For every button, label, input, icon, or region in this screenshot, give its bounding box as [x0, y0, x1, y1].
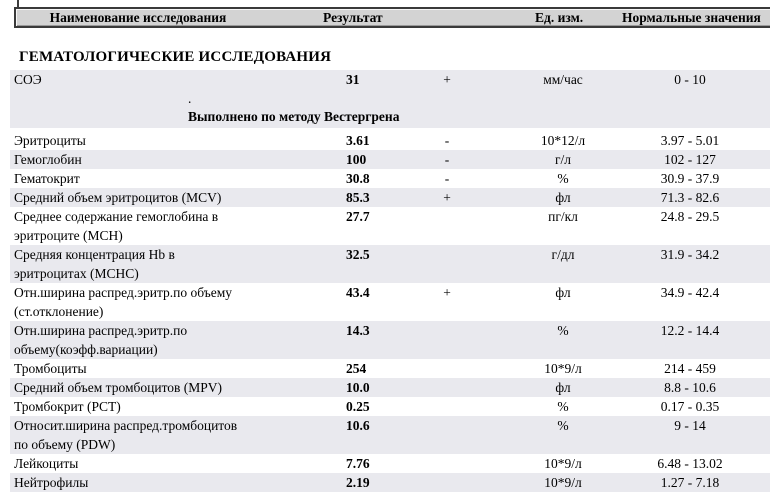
row-normal: 12.2 - 14.4: [660, 323, 720, 338]
row-result: 32.5: [346, 247, 370, 262]
row-name: Эритроциты: [14, 133, 86, 148]
table-row: [10, 188, 770, 207]
table-row: [10, 150, 770, 169]
soe-method-note: Выполнено по методу Вестергрена: [188, 109, 400, 124]
row-normal: 24.8 - 29.5: [660, 209, 720, 224]
row-unit: %: [557, 418, 569, 433]
header-col-name: Наименование исследования: [49, 10, 227, 25]
table-row: [10, 473, 770, 492]
row-name: СОЭ: [14, 72, 42, 87]
row-unit: г/дл: [551, 247, 575, 262]
row-flag: +: [443, 285, 451, 300]
row-flag: -: [444, 152, 450, 167]
row-unit: 10*9/л: [544, 475, 582, 490]
header-col-unit: Ед. изм.: [535, 10, 584, 25]
row-name: Гематокрит: [14, 171, 80, 186]
row-unit: пг/кл: [548, 209, 578, 224]
table-row: [10, 397, 770, 416]
row-name: Отн.ширина распред.эритр.по объему: [14, 285, 233, 300]
table-row-soe: [10, 70, 770, 128]
row-name: Относит.ширина распред.тромбоцитов: [14, 418, 238, 433]
row-name: Лейкоциты: [14, 456, 79, 471]
row-normal: 0.17 - 0.35: [660, 399, 720, 414]
row-unit: мм/час: [543, 72, 583, 87]
row-name-line2: эритроцитах (MCHC): [14, 266, 139, 281]
section-title: ГЕМАТОЛОГИЧЕСКИЕ ИССЛЕДОВАНИЯ: [19, 49, 332, 65]
results-table-body: [10, 70, 770, 492]
row-result: 7.76: [346, 456, 370, 471]
row-name: Нейтрофилы: [14, 475, 89, 490]
table-row: [10, 283, 770, 321]
row-normal: 34.9 - 42.4: [660, 285, 720, 300]
row-result: 30.8: [346, 171, 370, 186]
table-row: [10, 359, 770, 378]
row-name: Тромбоциты: [14, 361, 87, 376]
row-flag: -: [444, 133, 450, 148]
row-normal: 0 - 10: [674, 72, 706, 87]
table-header-row: [14, 7, 770, 28]
row-name: Средний объем тромбоцитов (MPV): [14, 380, 223, 395]
row-result: 31: [346, 72, 360, 87]
row-result: 0.25: [346, 399, 370, 414]
row-unit: г/л: [554, 152, 572, 167]
row-normal: 30.9 - 37.9: [660, 171, 720, 186]
table-row: [10, 416, 770, 454]
row-unit: фл: [555, 380, 571, 395]
table-row: [10, 131, 770, 150]
soe-dot: .: [188, 91, 192, 106]
row-normal: 6.48 - 13.02: [657, 456, 723, 471]
table-row: [10, 245, 770, 283]
row-unit: %: [557, 323, 569, 338]
row-result: 10.0: [346, 380, 370, 395]
table-row: [10, 378, 770, 397]
row-result: 43.4: [346, 285, 370, 300]
row-name: Отн.ширина распред.эритр.по: [14, 323, 188, 338]
table-row: [10, 169, 770, 188]
header-col-normal: Нормальные значения: [622, 10, 761, 25]
table-row: [10, 321, 770, 359]
row-normal: 71.3 - 82.6: [660, 190, 720, 205]
row-result: 27.7: [346, 209, 370, 224]
header-col-result: Результат: [323, 10, 383, 25]
row-unit: 10*9/л: [544, 456, 582, 471]
row-result: 254: [346, 361, 367, 376]
row-normal: 9 - 14: [674, 418, 706, 433]
row-unit: 10*12/л: [540, 133, 586, 148]
row-name: Средний объем эритроцитов (MCV): [14, 190, 222, 205]
table-row: [10, 454, 770, 473]
table-row: [10, 207, 770, 245]
row-name: Средняя концентрация Hb в: [14, 247, 175, 262]
row-normal: 3.97 - 5.01: [660, 133, 720, 148]
row-flag: -: [444, 171, 450, 186]
row-name: Среднее содержание гемоглобина в: [14, 209, 219, 224]
row-unit: фл: [555, 285, 571, 300]
row-name-line2: (ст.отклонение): [14, 304, 104, 319]
row-normal: 214 - 459: [664, 361, 716, 376]
row-flag: +: [443, 190, 451, 205]
row-result: 100: [346, 152, 367, 167]
row-unit: %: [557, 399, 569, 414]
row-normal: 1.27 - 7.18: [660, 475, 720, 490]
row-flag: +: [443, 72, 451, 87]
row-result: 85.3: [346, 190, 370, 205]
row-normal: 31.9 - 34.2: [660, 247, 720, 262]
row-result: 14.3: [346, 323, 370, 338]
row-unit: 10*9/л: [544, 361, 582, 376]
row-name-line2: эритроците (MCH): [14, 228, 123, 243]
row-name: Тромбокрит (PCT): [14, 399, 121, 414]
row-result: 2.19: [346, 475, 370, 490]
row-result: 10.6: [346, 418, 370, 433]
row-result: 3.61: [346, 133, 370, 148]
row-normal: 102 - 127: [664, 152, 716, 167]
row-unit: фл: [555, 190, 571, 205]
row-name-line2: по объему (PDW): [14, 437, 116, 452]
row-name: Гемоглобин: [14, 152, 82, 167]
row-name-line2: объему(коэфф.вариации): [14, 342, 158, 357]
row-normal: 8.8 - 10.6: [664, 380, 716, 395]
row-unit: %: [557, 171, 569, 186]
